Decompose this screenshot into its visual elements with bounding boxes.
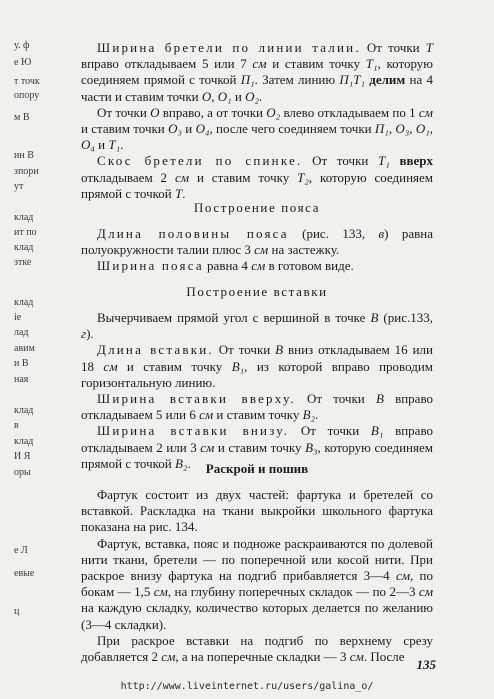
text-block-straps — [81, 40, 433, 202]
source-url-watermark: http://www.liveinternet.ru/users/galina_o/ — [120, 681, 374, 692]
paragraph-insert-bottom-width: Ширина вставки внизу. От точки В₁ вправо откладываем 2 или 3 см и ставим точку В₃, которую соединяем прямой с точкой В₂. — [81, 423, 434, 471]
margin-fragment: в — [14, 420, 19, 431]
margin-fragment: ная — [14, 374, 29, 385]
margin-fragment: т точк — [14, 76, 40, 87]
margin-fragment: клад — [14, 436, 34, 447]
point-label: П₁Т₁ — [339, 72, 366, 88]
paragraph-strap-points: От точки О вправо, а от точки О₂ влево откладываем по 1 см и ставим точки О₃ и О₄, после чего соединяем точки П₁, О₃, О₁, О₄ и Т₁. — [81, 104, 433, 153]
margin-fragment: оры — [14, 467, 31, 478]
paragraph-insert-top-width: Ширина вставки вверху. От точки В вправо откладываем 5 или 6 см и ставим точку В₂. — [81, 391, 433, 423]
spaced-term: Ширина пояса — [97, 258, 204, 274]
heading-insert-construction: Построение вставки — [186, 284, 328, 299]
heading-cutting-sewing: Раскрой и пошив — [205, 461, 309, 476]
point-label: Т — [425, 40, 433, 55]
paragraph-belt-width: Ширина пояса равна 4 см в готовом виде. — [97, 258, 354, 274]
margin-fragment: лад — [14, 327, 29, 338]
margin-fragment: ин В — [14, 150, 34, 161]
spaced-term: Ширина вставки вверху. — [97, 391, 296, 407]
margin-fragment: клад — [14, 297, 34, 308]
point-label: О, О₁ — [201, 88, 232, 104]
spaced-term: Скос бретели по спинке. — [97, 153, 303, 169]
paragraph-insert-length: Длина вставки. От точки В вниз откладываем 16 или 18 см и ставим точку В₁, из которой вправо проводим горизонтальную линию. — [81, 342, 433, 390]
margin-fragment: е Ю — [14, 57, 32, 68]
margin-fragment: евые — [14, 568, 35, 579]
page-number: 135 — [416, 657, 436, 672]
paragraph-strap-width: Ширина бретели по линии талии. От точки Т вправо откладываем 5 или 7 см и ставим точку Т₁, которую соединяем прямой с точкой П₁. Затем линию П₁Т₁ делим на 4 части и ставим точки О, О₁ и О₂. — [81, 40, 433, 104]
paragraph-insert-cutting: При раскрое вставки на подгиб по верхнему срезу добавляется 2 см, а на поперечные складки — 3 см. После — [81, 632, 433, 665]
margin-fragment: клад — [14, 242, 34, 253]
text-block-insert — [81, 310, 433, 472]
point-label: Т₁ — [365, 56, 378, 72]
text-block-belt — [81, 226, 433, 275]
margin-fragment: клад — [14, 212, 34, 223]
paragraph-apron-cutting: Фартук, вставка, пояс и подноже раскраиваются по долевой нити ткани, бретели — по поперечной или косой нити. При раскрое внизу фартука на подгиб прибавляется 3—4 см, по бокам — 1,5 см, на глубину поперечных складок — по 2—3 см на каждую складку, количество которых делается по желанию (3—4 складки). — [81, 535, 433, 632]
heading-belt-construction: Построение пояса — [193, 200, 321, 215]
spaced-term: Ширина вставки внизу. — [97, 423, 290, 439]
point-label: О₂ — [245, 88, 260, 104]
margin-fragment: И Я — [14, 451, 31, 462]
spaced-term: Длина половины пояса — [97, 226, 289, 241]
spaced-term: Ширина бретели по линии талии. — [97, 40, 361, 55]
text-block-cutting — [81, 487, 433, 665]
margin-fragment: м В — [14, 112, 30, 123]
spaced-term: Длина вставки. — [97, 342, 214, 358]
paragraph-apron-parts: Фартук состоит из двух частей: фартука и бретелей со вставкой. Раскладка на ткани выкройки школьного фартука показана на рис. 134. — [81, 487, 433, 535]
paragraph-insert-angle: Вычерчиваем прямой угол с вершиной в точке В (рис.133, г). — [81, 310, 433, 342]
margin-fragment: авим — [14, 343, 35, 354]
margin-fragment: ит по — [14, 227, 37, 238]
margin-fragment: ут — [14, 181, 24, 192]
margin-fragment: и В — [14, 358, 29, 369]
margin-fragment: зтке — [14, 257, 32, 268]
margin-fragment: е Л — [14, 545, 28, 556]
point-label: П₁ — [240, 72, 255, 88]
margin-fragment: клад — [14, 405, 34, 416]
margin-fragment: у. ф — [14, 40, 30, 51]
margin-fragment: опору — [14, 90, 40, 101]
paragraph-strap-slope: Скос бретели по спинке. От точки Т₁ вверх откладываем 2 см и ставим точку Т₂, которую соединяем прямой с точкой Т. — [81, 153, 433, 201]
margin-fragment: ц — [14, 606, 20, 617]
paragraph-belt-length: Длина половины пояса (рис. 133, в) равна полуокружности талии плюс 3 см на застежку. — [81, 226, 433, 258]
margin-fragment: ie — [14, 312, 22, 323]
margin-fragment: зпори — [14, 166, 39, 177]
